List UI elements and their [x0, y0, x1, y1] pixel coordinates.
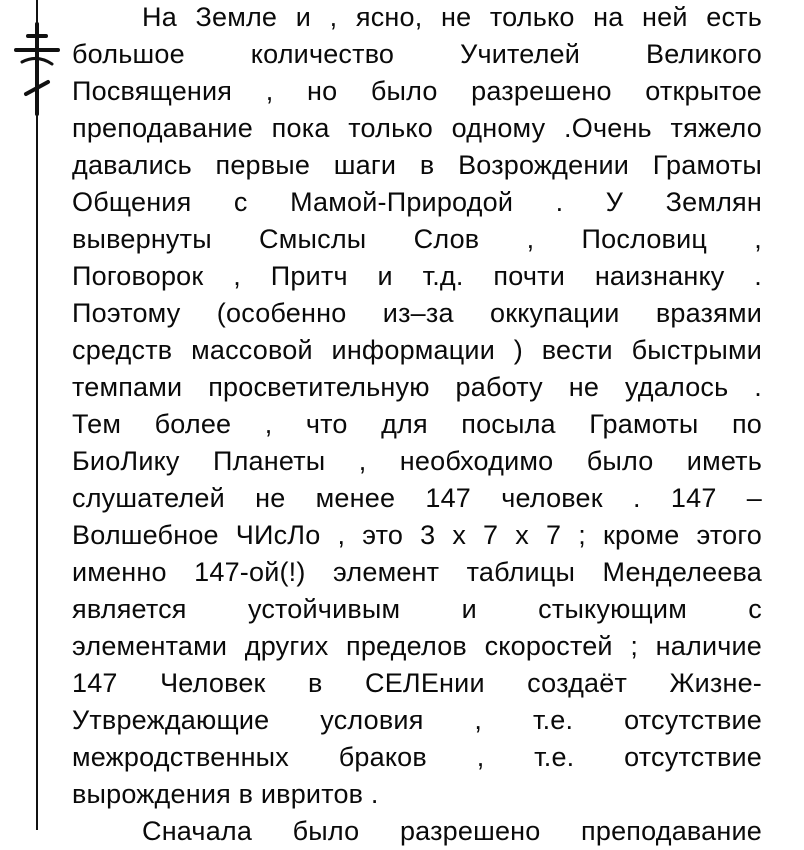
text-line: является устойчивым и стыкующим с — [72, 594, 762, 624]
text-line: межродственных браков , т.е. отсутствие — [72, 742, 762, 772]
text-line: Поэтому (особенно из–за оккупации вразями — [72, 298, 762, 328]
text-line: Тем более , что для посыла Грамоты по — [72, 409, 762, 439]
text-line: БиоЛику Планеты , необходимо было иметь — [72, 446, 762, 476]
text-line: слушателей не менее 147 человек . 147 – — [72, 483, 762, 513]
text-line: давались первые шаги в Возрождении Грамоты — [72, 150, 762, 180]
text-line: На Земле и , ясно, не только на ней есть — [142, 2, 762, 32]
text-line: вырождения в ивритов . — [72, 779, 379, 809]
text-line: темпами просветительную работу не удалось . — [72, 372, 762, 402]
margin-rule — [36, 0, 38, 830]
orthodox-cross-icon — [12, 22, 72, 122]
text-line: большое количество Учителей Великого — [72, 39, 762, 69]
text-line: именно 147-ой(!) элемент таблицы Менделеева — [72, 557, 762, 587]
text-line: средств массовой информации ) вести быстрыми — [72, 335, 762, 365]
text-line: Посвящения , но было разрешено открытое — [72, 76, 762, 106]
text-line: Утвреждающие условия , т.е. отсутствие — [72, 705, 762, 735]
text-line: Сначала было разрешено преподавание — [142, 816, 762, 846]
text-line: Волшебное ЧИсЛо , это 3 х 7 х 7 ; кроме этого — [72, 520, 762, 550]
text-line: вывернуты Смыслы Слов , Пословиц , — [72, 224, 762, 254]
text-line: элементами других пределов скоростей ; наличие — [72, 631, 762, 661]
text-line: преподавание пока только одному .Очень тяжело — [72, 113, 762, 143]
text-line: 147 Человек в СЕЛЕнии создаёт Жизне- — [72, 668, 762, 698]
text-line: Поговорок , Притч и т.д. почти наизнанку . — [72, 261, 762, 291]
text-line: Общения с Мамой-Природой . У Землян — [72, 187, 762, 217]
